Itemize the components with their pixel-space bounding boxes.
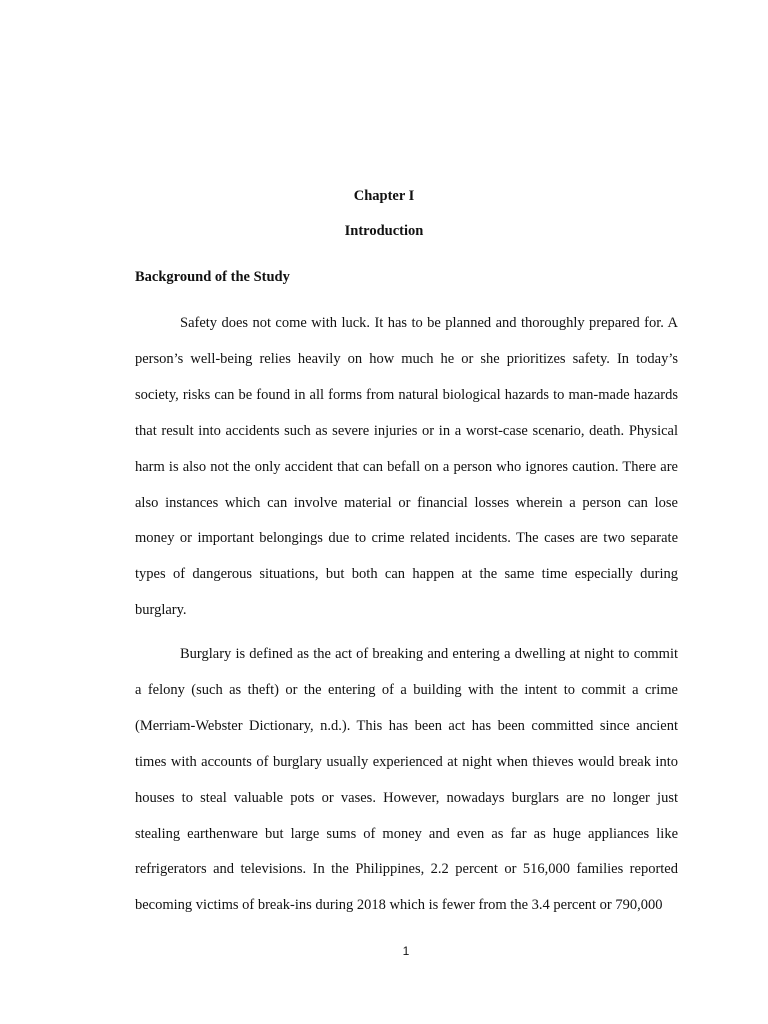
body-paragraph: Burglary is defined as the act of breaking and entering a dwelling at night to commit a felony (such as theft) or the entering of a building with the intent to commit a crime (Merriam-Webster Dictionary, n.d.). This has been act has been committed since ancient times with accounts of burglary usually experienced at night when thieves would break into houses to steal valuable pots or vases. However, nowadays burglars are no longer just stealing earthenware but large sums of money and even as far as huge appliances like refrigerators and televisions. In the Philippines, 2.2 percent or 516,000 families reported becoming victims of break-ins during 2018 which is fewer from the 3.4 percent or 790,000 [135,646,678,914]
chapter-number: Chapter I [353,188,415,204]
page-number: 1 [402,944,410,958]
chapter-title: Introduction [344,223,424,239]
body-paragraph: Safety does not come with luck. It has to be planned and thoroughly prepared for. A person’s well-being relies heavily on how much he or she prioritizes safety. In today’s society, risks can be found in all forms from natural biological hazards to man-made hazards that result into accidents such as severe injuries or in a worst-case scenario, death. Physical harm is also not the only accident that can befall on a person who ignores caution. There are also instances which can involve material or financial losses wherein a person can lose money or important belongings due to crime related incidents. The cases are two separate types of dangerous situations, but both can happen at the same time especially during burglary. [135,315,678,619]
section-heading: Background of the Study [135,269,290,285]
